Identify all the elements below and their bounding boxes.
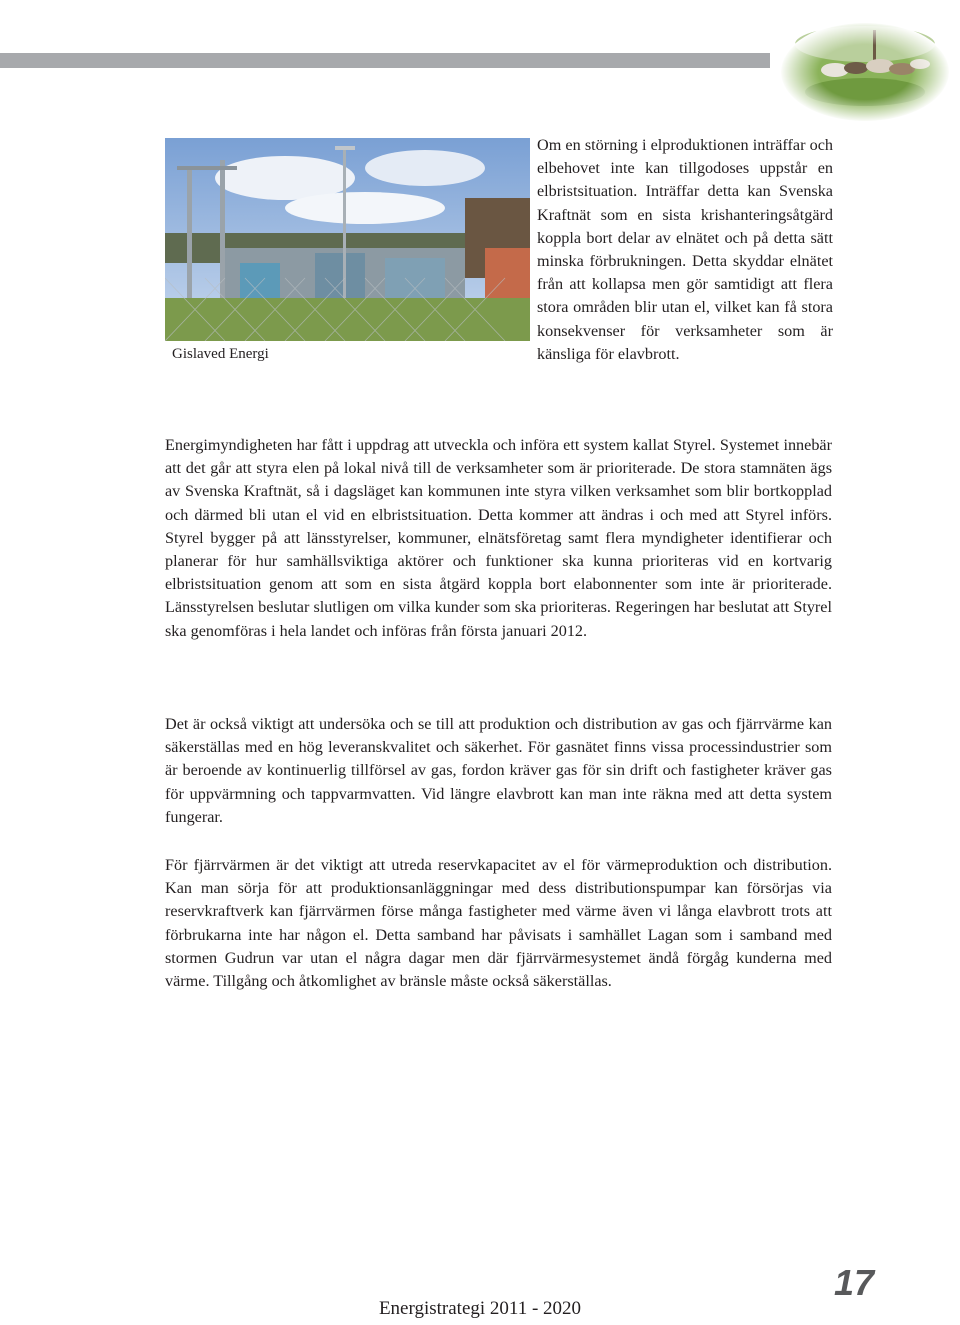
paragraph-reservkapacitet: För fjärrvärmen är det viktigt att utreda reservkapacitet av el för värmeproduktion och distribution. Kan man sörja för att produktionsanläggningar med dess distributionspumpar kan försörjas via reservkraftverk kan fjärrvärmen förse många fastigheter med värme även vi långa elavbrott trots att förbrukarna inte har någon el. Detta samband har påvisats i samhället Lagan som i samband med stormen Gudrun var utan el några dagar men där fjärrvärmesystemet ändå förgåg kunderna med värme. Tillgång och åtkomlighet av bränsle måste också säkerställas. [165,856,832,991]
header-bar [0,53,770,68]
page-number: 17 [833,1262,874,1303]
sheep-photo-vignette [780,22,950,122]
image-caption: Gislaved Energi [172,346,269,362]
paragraph-gas-fjarrvarme: Det är också viktigt att undersöka och se till att produktion och distribution av gas och fjärrvärme kan säkerställas med en hög leveranskvalitet och säkerhet. För gasnätet finns vissa processindustrier som är beroende av kontinuerlig tillförsel av gas, fordon kräver gas för sin drift och fastigheter kräver gas för uppvärmning och tappvarmvatten. Vid längre elavbrott kan man inte räkna med att detta system fungerar. [165,715,832,826]
substation-photo [165,138,530,341]
side-paragraph: Om en störning i elproduktionen inträffar och elbehovet inte kan tillgodoses uppstår en elbristsituation. Inträffar detta kan Svenska Kraftnät som en sista krishanteringsåtgärd koppla bort delar av elnätet och på detta sätt minska förbrukningen. Detta skyddar elnätet från att kollapsa men gör samtidigt att flera stora områden blir utan el, vilket kan få stora konsekvenser för verksamheter som är känsliga för elavbrott. [537,136,833,363]
footer-title: Energistrategi 2011 - 2020 [378,1298,582,1319]
paragraph-styrel: Energimyndigheten har fått i uppdrag att utveckla och införa ett system kallat Styrel. Systemet innebär att det går att styra elen på lokal nivå till de verksamheter som är prioriterade. De stora stamnäten ägs av Svenska Kraftnät, så i dagsläget kan kommunen inte styra vilken verksamhet som blir bortkopplad och därmed bli utan el vid en elbristsituation. Detta kommer att ändras i och med att Styrel införs. Styrel bygger på att länsstyrelser, kommuner, elnätsföretag samt flera myndigheter identifierar och planerar för hur samhällsviktiga aktörer och funktioner ska kunna prioriteras vid en kortvarig elbristsituation genom att som en sista åtgärd koppla bort elabonnenter som inte är prioriterade. Länsstyrelsen beslutar slutligen om vilka kunder som ska prioriteras. Regeringen har beslutat att Styrel ska genomföras i hela landet och införas från första januari 2012. [165,436,832,640]
